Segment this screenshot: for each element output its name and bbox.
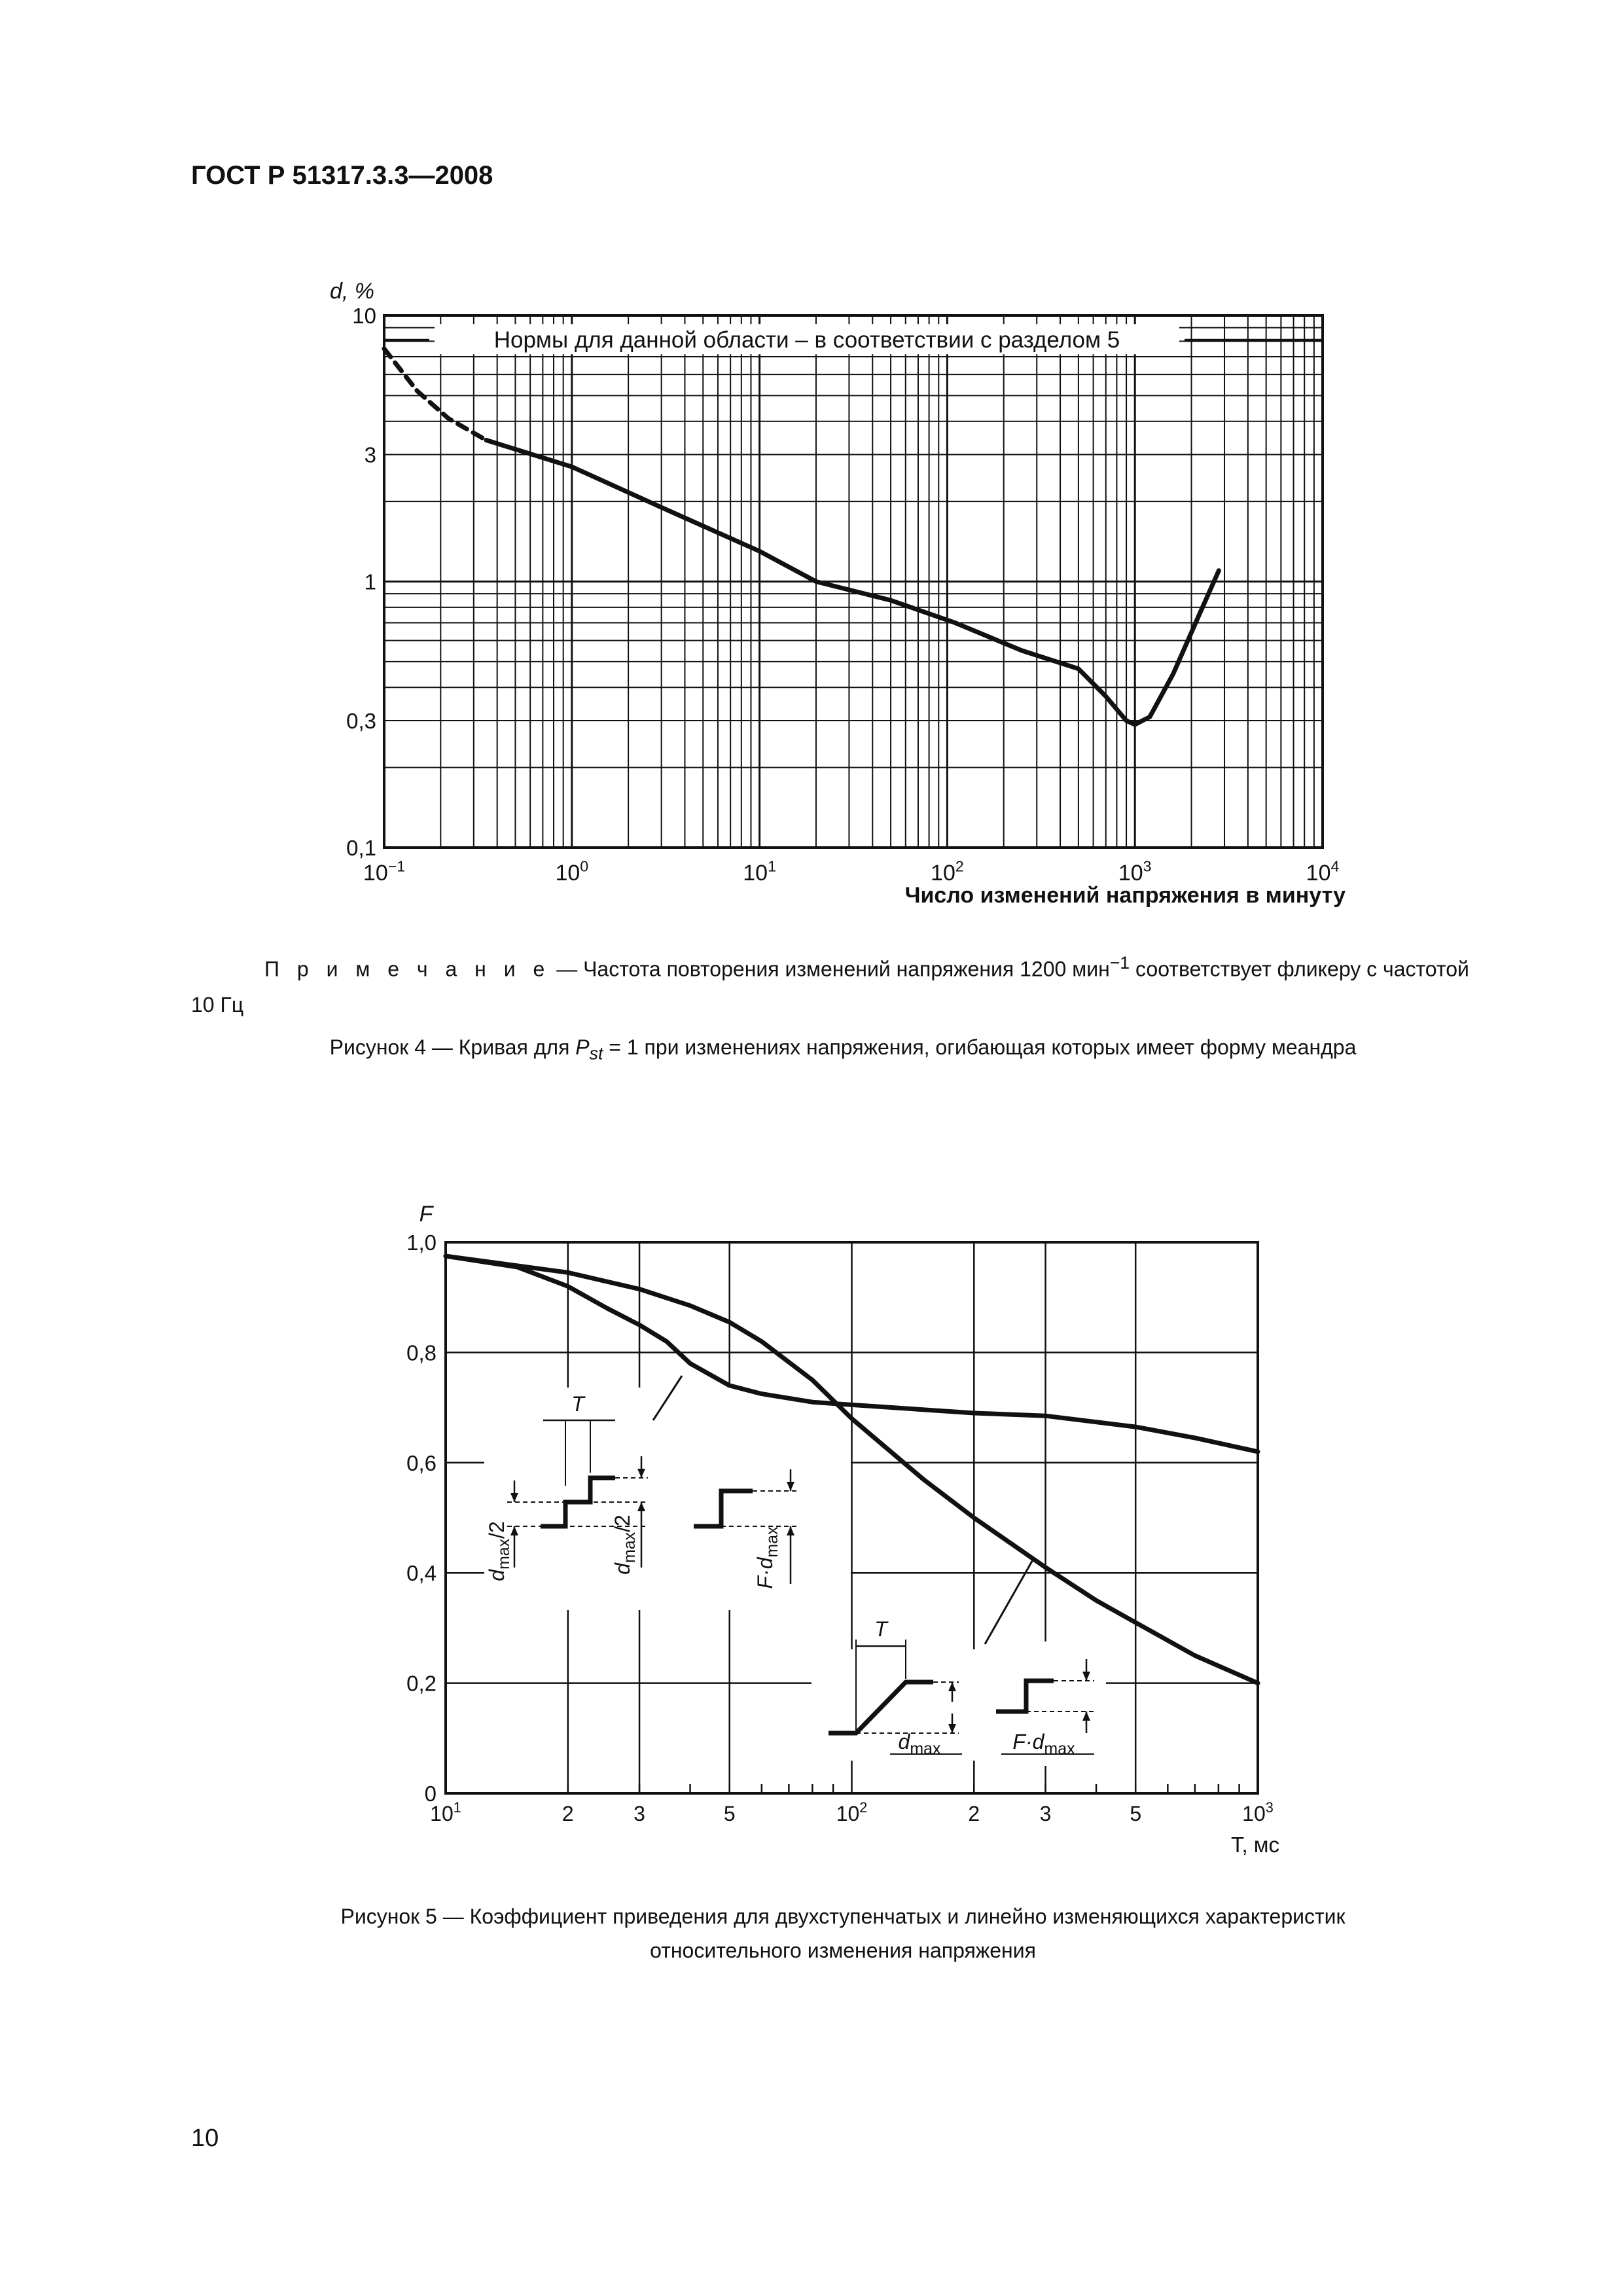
sketch-T-label: T	[874, 1617, 887, 1641]
note-sup: −1	[1109, 953, 1130, 973]
x-tick-label: $10^1$	[743, 857, 776, 886]
y-tick-label: 0,3	[346, 709, 376, 734]
sketch-F-dmax-label: $F\cdot d_{max}$	[753, 1526, 781, 1589]
y-tick-label: 0,4	[406, 1561, 437, 1586]
sketch-dmax-half-label: $d_{max}/2$	[611, 1515, 639, 1575]
annotation-text: Нормы для данной области – в соответствии с разделом 5	[493, 327, 1120, 353]
x-tick-label: 3	[633, 1802, 645, 1825]
caption-4-sub: st	[589, 1043, 603, 1064]
caption-4-p: P	[575, 1035, 590, 1059]
y-tick-label: 0,6	[406, 1450, 437, 1475]
y-tick-label: 1	[364, 569, 376, 594]
y-tick-label: 0	[424, 1782, 437, 1806]
x-tick-label: $10^4$	[1306, 857, 1340, 886]
curve-series-1	[384, 349, 486, 440]
figure-4-note	[191, 945, 1495, 1022]
y-tick-label: 10	[352, 304, 376, 328]
x-tick-label: 5	[1130, 1802, 1142, 1825]
caption-5-line1: Рисунок 5 — Коэффициент приведения для двухступенчатых и линейно изменяющихся характеристик	[340, 1905, 1346, 1928]
y-tick-label: 3	[364, 442, 376, 467]
sketch-T-label: T	[571, 1392, 584, 1416]
page-number: 10	[191, 2125, 219, 2152]
leader-line	[985, 1558, 1034, 1644]
sketch-mask	[484, 1388, 851, 1610]
x-tick-label: $10^3$	[1118, 857, 1152, 886]
figure-4-caption	[191, 1030, 1495, 1070]
x-tick-label: $10^1$	[430, 1799, 461, 1825]
figure-5-caption	[191, 1899, 1495, 1967]
y-tick-label: 0,2	[406, 1671, 437, 1696]
x-tick-label: 3	[1039, 1802, 1052, 1825]
y-axis-label: F	[419, 1202, 433, 1227]
x-tick-label: 2	[562, 1802, 574, 1825]
y-tick-label: 0,8	[406, 1340, 437, 1365]
x-tick-label: $10^3$	[1242, 1799, 1274, 1825]
x-tick-label: $10^{-1}$	[363, 857, 406, 886]
x-tick-label: $10^2$	[931, 857, 964, 886]
y-axis-label: d, %	[329, 279, 374, 304]
x-tick-label: 5	[723, 1802, 736, 1825]
sketch-dmax-half-label: $d_{max}/2$	[485, 1521, 513, 1581]
x-axis-label: T, мс	[1230, 1833, 1279, 1857]
x-tick-label: 2	[968, 1802, 980, 1825]
caption-4-a: Рисунок 4 — Кривая для	[329, 1035, 576, 1059]
note-lead: П р и м е ч а н и е	[264, 957, 551, 981]
note-text: — Частота повторения изменений напряжения 1200 мин	[550, 957, 1110, 981]
caption-5-line2: относительного изменения напряжения	[650, 1939, 1036, 1962]
x-tick-label: $10^0$	[555, 857, 589, 886]
note-tail: соответствует фликеру с частотой 10 Гц	[191, 957, 1469, 1016]
sketch-F-dmax-label: $F\cdot d_{max}$	[1012, 1730, 1075, 1758]
x-tick-label: $10^2$	[836, 1799, 868, 1825]
document-id: ГОСТ Р 51317.3.3—2008	[191, 161, 493, 190]
y-tick-label: 0,1	[346, 836, 376, 860]
y-tick-label: 1,0	[406, 1230, 437, 1255]
x-axis-label: Число изменений напряжения в минуту	[904, 883, 1346, 908]
sketch-dmax-label: $d_{max}$	[898, 1730, 941, 1758]
caption-4-b: = 1 при изменениях напряжения, огибающая которых имеет форму меандра	[603, 1035, 1357, 1059]
